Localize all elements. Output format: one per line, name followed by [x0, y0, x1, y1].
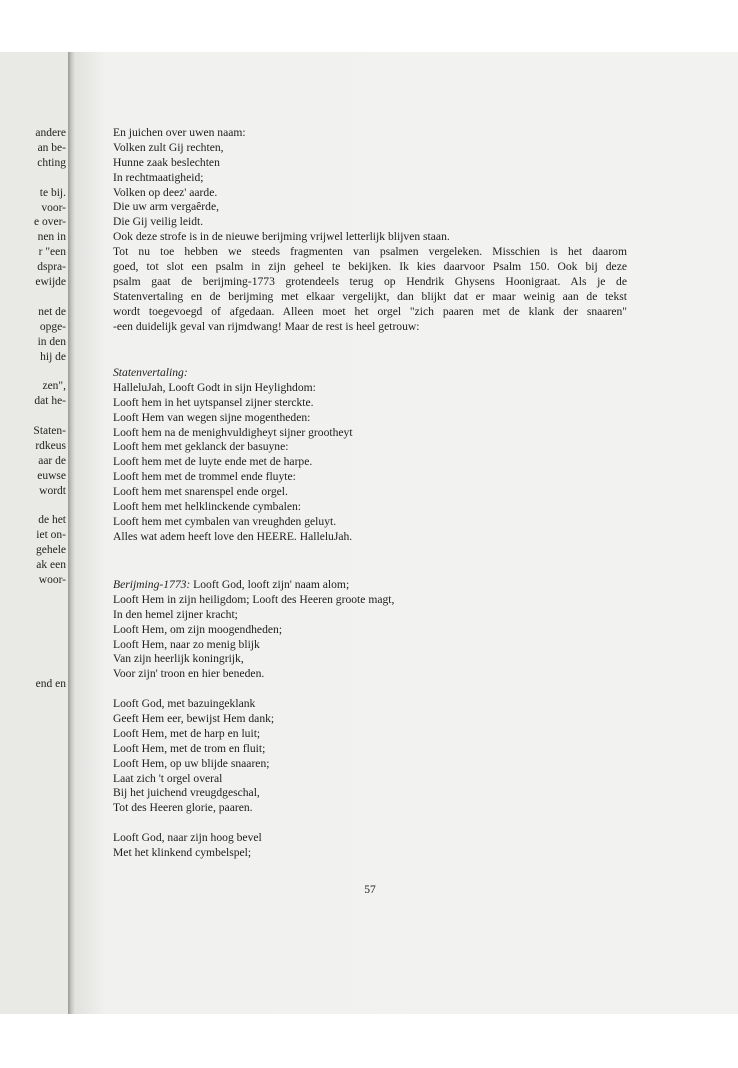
berijming-section: [113, 578, 627, 861]
verse-line: Voor zijn' troon en hier beneden.: [113, 667, 265, 681]
left-page-fragment: woor-: [38, 574, 66, 586]
verse-line: Looft hem in het uytspansel zijner sterckte.: [113, 395, 314, 409]
verse-line: Looft Hem, om zijn moogendheden;: [113, 622, 283, 636]
left-page-fragment: end en: [35, 678, 66, 691]
verse-line: In rechtmaatigheid;: [113, 170, 204, 184]
left-page-fragment: chting: [37, 156, 66, 169]
verse-line: Looft hem met helklinckende cymbalen:: [113, 500, 302, 514]
left-page-fragment: opge-: [39, 320, 66, 333]
left-page-fragment: andere: [35, 127, 66, 139]
verse-line: Looft Hem in zijn heiligdom; Looft des Heeren groote magt,: [113, 592, 395, 606]
left-page-fragment: an be-: [37, 141, 66, 154]
statenvertaling-heading: Statenvertaling:: [113, 366, 188, 379]
verse-line: Van zijn heerlijk koningrijk,: [113, 652, 244, 666]
verse-line: Looft hem met geklanck der basuyne:: [113, 440, 289, 454]
left-page-fragment: gehele: [35, 544, 66, 557]
left-page-fragment: zen",: [42, 380, 66, 393]
verse-line: Looft Hem, op uw blijde snaaren;: [113, 756, 270, 770]
book-spine: [68, 52, 76, 1014]
statenvertaling-section: [113, 366, 627, 545]
verse-line: Looft hem na de menighvuldigheyt sijner grootheyt: [113, 425, 353, 439]
verse-line: Looft God, looft zijn' naam alom;: [190, 578, 350, 591]
berijming-first-line: [113, 578, 627, 593]
left-page: [0, 52, 72, 1014]
left-page-fragment: dspra-: [37, 261, 66, 274]
verse-line: Looft Hem, met de harp en luit;: [113, 726, 261, 740]
left-page-fragment: te bij.: [39, 186, 66, 199]
verse-line: Looft Hem van wegen sijne mogentheden:: [113, 410, 311, 424]
prose-line: psalm gaat de berijming-1773 grotendeels terug op Hendrik Ghysens Hoonigraat. Als je de: [113, 274, 627, 288]
left-page-fragment: e over-: [33, 216, 66, 229]
left-page-fragment: ak een: [36, 559, 66, 572]
left-page-fragment: wordt: [39, 484, 66, 497]
verse-line: En juichen over uwen naam:: [113, 126, 246, 139]
left-page-fragment: iet on-: [36, 529, 66, 542]
verse-line: Tot des Heeren glorie, paaren.: [113, 801, 253, 815]
verse-line: Met het klinkend cymbelspel;: [113, 846, 252, 860]
verse-line: Bij het juichend vreugdgeschal,: [113, 786, 260, 800]
verse-line: In den hemel zijner kracht;: [113, 607, 238, 621]
verse-line: Die uw arm vergaêrde,: [113, 200, 220, 214]
verse-line: Die Gij veilig leidt.: [113, 215, 204, 229]
page-number: 57: [364, 883, 376, 896]
left-page-fragment: hij de: [40, 350, 66, 363]
prose-line: goed, tot slot een psalm in zijn geheel te bekijken. Ik kies daarvoor Psalm 150. Ook bij deze: [113, 260, 627, 274]
verse-line: Looft Hem, naar zo menig blijk: [113, 637, 260, 651]
prose-line: Statenvertaling en de berijming met elkaar vergelijkt, dan blijkt dat er maar weinig aan de tekst: [113, 289, 627, 303]
left-page-fragment: voor-: [41, 201, 66, 214]
left-page-fragment: r "een: [38, 246, 66, 259]
verse-line: Volken zult Gij rechten,: [113, 140, 224, 154]
left-page-fragment: de het: [38, 514, 66, 527]
left-page-fragment: dat he-: [34, 395, 66, 408]
left-page-fragment: in den: [37, 335, 66, 348]
verse-line: Looft God, naar zijn hoog bevel: [113, 831, 262, 845]
left-page-fragment: Staten-: [33, 425, 66, 437]
verse-line: Volken op deez' aarde.: [113, 185, 218, 199]
verse-line: Looft hem met snarenspel ende orgel.: [113, 485, 288, 499]
verse-line: Looft Hem, met de trom en fluit;: [113, 741, 266, 755]
left-page-fragment: euwse: [37, 469, 66, 482]
left-page-fragment: nen in: [37, 231, 66, 244]
verse-line: Hunne zaak beslechten: [113, 155, 220, 169]
psalm-stanza-first: [113, 126, 627, 334]
verse-line: HalleluJah, Looft Godt in sijn Heylighdom:: [113, 380, 316, 394]
verse-line: Looft God, met bazuingeklank: [113, 697, 256, 711]
prose-line: wordt toegevoegd of afgedaan. Alleen moet het orgel "zich paaren met de klank der snaaren": [113, 304, 627, 318]
berijming-heading: Berijming-1773:: [113, 578, 191, 591]
prose-line: Ook deze strofe is in de nieuwe berijming vrijwel letterlijk blijven staan.: [113, 230, 450, 244]
prose-line: -een duidelijk geval van rijmdwang! Maar de rest is heel getrouw:: [113, 319, 420, 333]
left-page-fragment: aar de: [38, 454, 66, 467]
verse-line: Looft hem met cymbalen van vreughden geluyt.: [113, 514, 337, 528]
left-page-fragment: rdkeus: [35, 439, 66, 452]
left-page-fragment: ewijde: [35, 276, 66, 288]
verse-line: Looft hem met de luyte ende met de harpe.: [113, 455, 313, 469]
left-page-fragment: net de: [38, 305, 66, 318]
verse-line: Alles wat adem heeft love den HEERE. HalleluJah.: [113, 529, 353, 543]
verse-line: Looft hem met de trommel ende fluyte:: [113, 470, 296, 484]
verse-line: Laat zich 't orgel overal: [113, 771, 223, 785]
verse-line: Geeft Hem eer, bewijst Hem dank;: [113, 712, 275, 726]
prose-line: Tot nu toe hebben we steeds fragmenten van psalmen vergeleken. Misschien is het daarom: [113, 245, 627, 259]
